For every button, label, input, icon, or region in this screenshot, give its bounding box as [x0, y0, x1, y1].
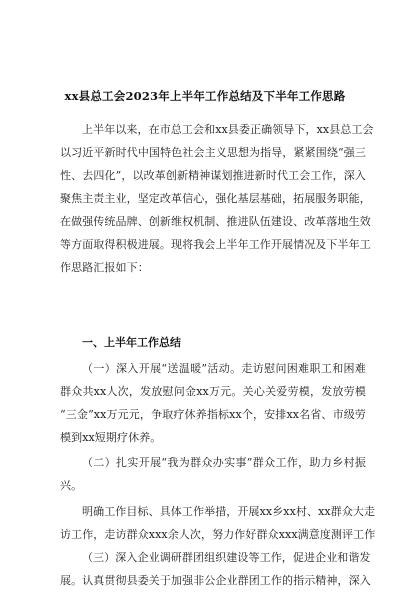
item-two-detail-paragraph: [60, 500, 376, 546]
text-line: 展。认真贯彻县委关于加强非公企业群团工作的指示精神，深入: [60, 574, 371, 587]
text-line: 访工作，走访群众xxx余人次，努力作好群众xxx满意度测评工作: [60, 528, 376, 541]
item-three-paragraph: [60, 546, 371, 592]
text-line: “三金”xx万元元，争取疗休养指标xx个，安排xx名省、市级劳: [60, 408, 366, 421]
text-line: （二）扎实开展“我为群众办实事”群众工作，助力乡村振: [82, 456, 366, 469]
text-line: 兴。: [60, 479, 83, 492]
text-line: 在做强传统品牌、创新维权机制、推进队伍建设、改革落地生效: [60, 215, 371, 228]
text-line: 群众共xx人次，发放慰问金xx万元。关心关爱劳模，发放劳模: [60, 385, 366, 398]
text-line: 等方面取得积极进展。现将我会上半年工作开展情况及下半年工: [60, 238, 371, 251]
text-line: （一）深入开展“送温暖”活动。走访慰问困难职工和困难: [82, 362, 366, 375]
text-line: 以习近平新时代中国特色社会主义思想为指导，紧紧围绕“强三: [60, 146, 366, 159]
text-line: 模到xx短期疗休养。: [60, 431, 162, 444]
text-line: 明确工作目标、具体工作举措，开展xx乡xx村、xx群众大走: [82, 505, 376, 518]
section-heading: 一、上半年工作总结: [82, 336, 181, 349]
text-line: 性、去四化”，以改革创新精神谋划推进新时代工会工作，深入: [60, 169, 366, 182]
item-two-paragraph: [60, 451, 366, 497]
text-line: 作思路汇报如下：: [60, 261, 149, 274]
item-one-paragraph: [60, 357, 366, 449]
text-line: 聚焦主责主业，坚定改革信心，强化基层基础，拓展服务职能，: [60, 192, 371, 205]
intro-paragraph: [60, 118, 374, 279]
text-line: （三）深入企业调研群团组织建设等工作，促进企业和谐发: [82, 551, 371, 564]
text-line: 上半年以来，在市总工会和xx县委正确领导下，xx县总工会: [82, 123, 374, 136]
document-title: xx县总工会2023年上半年工作总结及下半年工作思路: [64, 89, 346, 103]
